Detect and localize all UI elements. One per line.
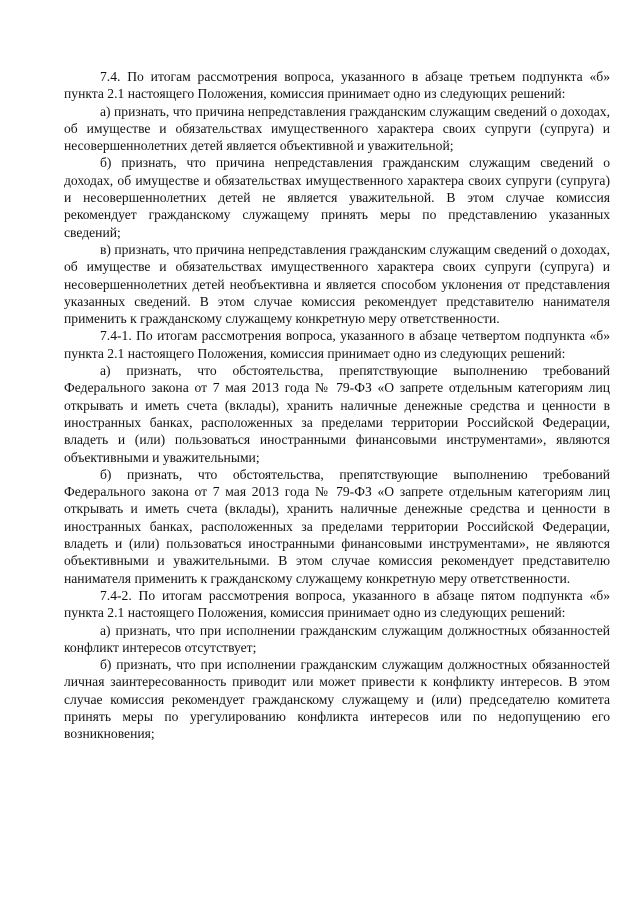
paragraph-7-4-1: 7.4-1. По итогам рассмотрения вопроса, указанного в абзаце четвертом подпункта «б» пункта 2.1 настоящего Положения, комиссия принимает одно из следующих решений: (64, 328, 610, 361)
paragraph-7-4-v: в) признать, что причина непредставления гражданским служащим сведений о доходах, об имуществе и обязательствах имущественного характера своих супруги (супруга) и несовершеннолетних детей необъективна и является способом уклонения от представления указанных сведений. В этом случае комиссия рекомендует представителю нанимателя применить к гражданскому служащему конкретную меру ответственности. (64, 241, 610, 327)
paragraph-7-4-1-a: а) признать, что обстоятельства, препятствующие выполнению требований Федерального закона от 7 мая 2013 года № 79-ФЗ «О запрете отдельным категориям лиц открывать и иметь счета (вклады), хранить наличные денежные средства и ценности в иностранных банках, расположенных за пределами территории Российской Федерации, владеть и (или) пользоваться иностранными финансовыми инструментами», являются объективными и уважительными; (64, 363, 610, 465)
paragraph-7-4: 7.4. По итогам рассмотрения вопроса, указанного в абзаце третьем подпункта «б» пункта 2.1 настоящего Положения, комиссия принимает одно из следующих решений: (64, 69, 610, 102)
document-page (64, 68, 610, 743)
paragraph-7-4-2-a: а) признать, что при исполнении гражданским служащим должностных обязанностей конфликт интересов отсутствует; (64, 622, 610, 655)
paragraph-7-4-a: а) признать, что причина непредставления гражданским служащим сведений о доходах, об имуществе и обязательствах имущественного характера своих супруги (супруга) и несовершеннолетних детей является объективной и уважительной; (64, 103, 610, 154)
paragraph-7-4-2: 7.4-2. По итогам рассмотрения вопроса, указанного в абзаце пятом подпункта «б» пункта 2.1 настоящего Положения, комиссия принимает одно из следующих решений: (64, 587, 610, 621)
paragraph-7-4-1-b: б) признать, что обстоятельства, препятствующие выполнению требований Федерального закона от 7 мая 2013 года № 79-ФЗ «О запрете отдельным категориям лиц открывать и иметь счета (вклады), хранить наличные денежные средства и ценности в иностранных банках, расположенных за пределами территории Российской Федерации, владеть и (или) пользоваться иностранными финансовыми инструментами», не являются объективными и уважительными. В этом случае комиссия рекомендует представителю нанимателя применить к гражданскому служащему конкретную меру ответственности. (64, 466, 610, 586)
paragraph-7-4-b: б) признать, что причина непредставления гражданским служащим сведений о доходах, об имуществе и обязательствах имущественного характера своих супруги (супруга) и несовершеннолетних детей не является уважительной. В этом случае комиссия рекомендует гражданскому служащему принять меры по представлению указанных сведений; (64, 155, 610, 240)
paragraph-7-4-2-b: б) признать, что при исполнении гражданским служащим должностных обязанностей личная заинтересованность приводит или может привести к конфликту интересов. В этом случае комиссия рекомендует гражданскому служащему и (или) председателю комитета принять меры по урегулированию конфликта интересов или по недопущению его возникновения; (64, 657, 610, 742)
